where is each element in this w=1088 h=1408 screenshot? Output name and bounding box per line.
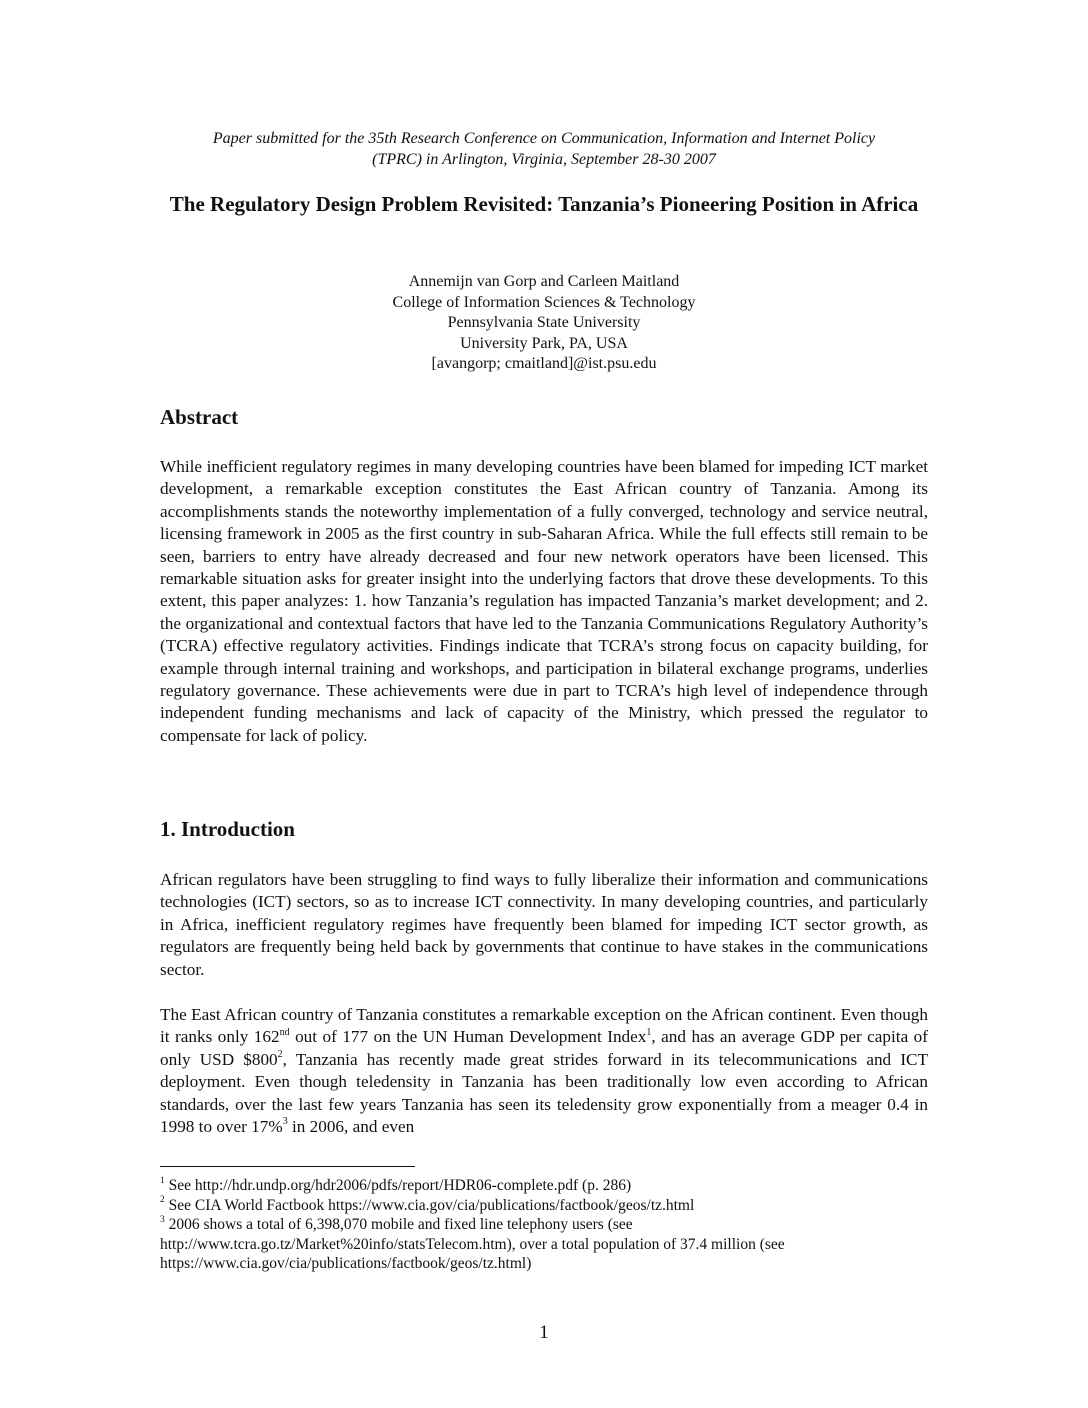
footnote-text: See CIA World Factbook https://www.cia.gov/cia/publications/factbook/geos/tz.html bbox=[164, 1196, 695, 1214]
author-college: College of Information Sciences & Technology bbox=[392, 293, 696, 311]
footnote-1 bbox=[160, 1176, 928, 1196]
intro2-text-2: out of 177 on the UN Human Development Index bbox=[289, 1027, 647, 1047]
footnote-number: 2 bbox=[160, 1195, 165, 1206]
introduction-paragraph-1: African regulators have been struggling to find ways to fully liberalize their information and communications technologies (ICT) sectors, so as to increase ICT connectivity. In many developing countries, and particularly in Africa, inefficient regulatory regimes have frequently been blamed for impeding ICT sector growth, as regulators are frequently being held back by governments that continue to have stakes in the communications sector. bbox=[160, 870, 928, 979]
abstract-text: While inefficient regulatory regimes in many developing countries have been blamed for impeding ICT market development, a remarkable exception constitutes the East African country of Tanzania. Among its accomplishments stands the noteworthy implementation of a fully converged, technology and service neutral, licensing framework in 2005 as the first country in sub-Saharan Africa. While the full effects still remain to be seen, barriers to entry have already decreased and four new network operators have been licensed. This remarkable situation asks for greater insight into the underlying factors that drove these developments. To this extent, this paper analyzes: 1. how Tanzania’s regulation has impacted Tanzania’s market development; and 2. the organizational and contextual factors that have led to the Tanzania Communications Regulatory Authority’s (TCRA) effective regulatory activities. Findings indicate that TCRA’s strong focus on capacity building, for example through internal training and workshops, and participation in bilateral exchange programs, underlies regulatory governance. These achievements were due in part to TCRA’s high level of independence through independent funding mechanisms and lack of capacity of the Ministry, which pressed the regulator to compensate for lack of policy. bbox=[160, 457, 928, 745]
footnote-2 bbox=[160, 1196, 928, 1216]
author-location: University Park, PA, USA bbox=[460, 334, 628, 352]
author-email: [avangorp; cmaitland]@ist.psu.edu bbox=[431, 355, 657, 372]
footnote-3-continuation-2: https://www.cia.gov/cia/publications/factbook/geos/tz.html) bbox=[160, 1255, 532, 1273]
abstract-heading: Abstract bbox=[160, 405, 239, 429]
footnote-3-continuation-1: http://www.tcra.go.tz/Market%20info/statsTelecom.htm), over a total population of 37.4 million (see bbox=[160, 1235, 785, 1253]
footnote-separator bbox=[160, 1166, 415, 1167]
introduction-heading: 1. Introduction bbox=[160, 817, 295, 841]
conference-line-2: (TPRC) in Arlington, Virginia, September 28-30 2007 bbox=[372, 151, 716, 168]
introduction-paragraph-2 bbox=[160, 1004, 928, 1138]
paper-title: The Regulatory Design Problem Revisited: Tanzania’s Pioneering Position in Africa bbox=[169, 192, 919, 216]
footnote-ref-1[interactable]: 1 bbox=[646, 1026, 652, 1038]
footnote-text: 2006 shows a total of 6,398,070 mobile and fixed line telephony users (see bbox=[164, 1216, 633, 1234]
footnote-number: 1 bbox=[160, 1175, 165, 1186]
intro2-text-1: The East African country of Tanzania constitutes a remarkable exception on the African continent. Even though it ranks only 162 bbox=[160, 1005, 928, 1047]
intro2-text-3: , and has an average GDP per capita of only USD $800 bbox=[160, 1027, 929, 1069]
footnote-3 bbox=[160, 1215, 928, 1235]
footnote-ref-3[interactable]: 3 bbox=[282, 1116, 288, 1128]
conference-note bbox=[160, 128, 928, 170]
page-number: 1 bbox=[539, 1322, 549, 1343]
author-names: Annemijn van Gorp and Carleen Maitland bbox=[408, 273, 680, 290]
intro2-text-4: , Tanzania has recently made great strides forward in its telecommunications and ICT deployment. Even though teledensity in Tanzania has been traditionally low even according to African standards, over the last few years Tanzania has seen its teledensity grow exponentially from a meager 0.4 in 1998 to over 17% bbox=[160, 1049, 928, 1137]
author-university: Pennsylvania State University bbox=[447, 314, 641, 331]
superscript-nd: nd bbox=[279, 1026, 290, 1038]
author-block bbox=[160, 272, 928, 375]
intro2-text-5: in 2006, and even bbox=[287, 1117, 415, 1137]
footnote-number: 3 bbox=[160, 1215, 165, 1226]
footnotes bbox=[160, 1176, 928, 1274]
footnote-text: See http://hdr.undp.org/hdr2006/pdfs/report/HDR06-complete.pdf (p. 286) bbox=[164, 1177, 632, 1194]
conference-line-1: Paper submitted for the 35th Research Conference on Communication, Information and Internet Policy bbox=[212, 130, 876, 147]
footnote-ref-2[interactable]: 2 bbox=[277, 1049, 283, 1061]
